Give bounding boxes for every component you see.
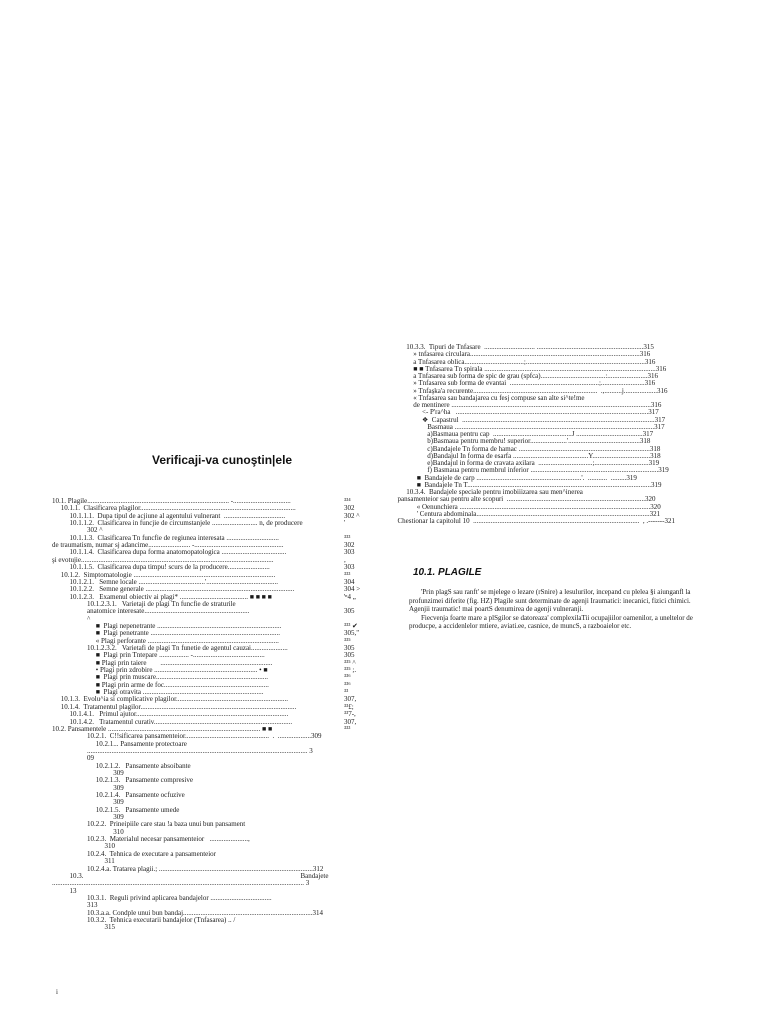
toc-entry: 302 ^: [52, 526, 103, 535]
toc-entry: ❖ Capastrul ..............................................................................................................317: [380, 415, 666, 424]
toc-entry: 10.1.2. Simptomatologie .................................................................................: [52, 570, 276, 579]
toc-entry: 10.1.4. Tratamentul plagilor.........................................................................................: [52, 702, 297, 711]
toc-entry: ■ Plagi penetrante ..........................................................................: [52, 629, 281, 638]
toc-entry: 10.1.1.5. Clasificarea dupa timpu! scurs de la producere........................: [52, 563, 270, 572]
toc-page-number: 304: [344, 577, 355, 586]
toc-entry: 10.3.4. Bandajele speciale pentru imobiiizarea sau men^inerea: [380, 488, 583, 496]
toc-page-number: 303: [344, 563, 355, 572]
toc-entry: ■ Bandajele Tn T.........................................................................................................319: [380, 480, 662, 489]
toc-entry: 10.2.1.2. Pansamente absoibante: [52, 761, 191, 770]
toc-entry: c)Bandajele Tn forma de hamac ...........................................................................318: [380, 444, 661, 453]
toc-page-number: 305: [344, 644, 355, 652]
toc-entry: 10.1.2.1. Semne locale ......................................'.........................................: [52, 577, 279, 586]
toc-page-number: 302 ^: [344, 511, 360, 520]
toc-page-number: ³³⁵ ;.: [344, 666, 357, 675]
toc-page-number: 302: [344, 504, 355, 513]
toc-entry: 309: [52, 798, 124, 807]
toc-entry: 10.1.1.2. Clasificarea in funcjie de circumstanjele .......................... n, de producere: [52, 519, 303, 528]
toc-entry: Chestionar la capitolul 10 ............................................................................................... , .-------321: [380, 517, 675, 525]
toc-entry: de traumatism, numar sj adancime........................ -...................................................: [52, 541, 284, 550]
toc-page-number: ,: [344, 555, 346, 564]
toc-entry: a Tnfasarea oblica..................................;....................................................................316: [380, 357, 656, 366]
toc-entry: • Plagi prin zdrobire ........................................................... • ■: [52, 666, 268, 675]
toc-entry: 10.2.1.3. Pansamente compresive: [52, 776, 193, 785]
toc-entry: şi evotujie..............................................................................................................: [52, 555, 274, 564]
page-number: i: [56, 988, 58, 996]
toc-entry: a Tnfasarea sub forma de spic de grau (spfca).....................................:.......................316: [380, 372, 659, 380]
toc-entry: Basmaua ..................................................................................................................317: [380, 422, 665, 431]
toc-entry: 10.1.2.2. Semne generale .....................................................................................: [52, 585, 295, 594]
toc-entry: ■ Plagi prin taiere ................................................................: [52, 658, 273, 667]
toc-page-number: 307,: [344, 695, 357, 704]
toc-entry: 309: [52, 783, 124, 792]
toc-entry: 10.1.4.1. Primul ajutor.......................................................................................: [52, 710, 289, 719]
toc-entry: f) Basmaua pentru membrul inferior .........................................................................319: [380, 466, 669, 475]
toc-entry: 10.1.1.1. Dupa tipul de acjiune al agentului vulnerant ...................................: [52, 511, 286, 520]
section-title: 10.1. PLAGILE: [413, 567, 482, 578]
left-heading: Verificaji-va cunoştin|ele: [152, 453, 293, 467]
toc-page-number: ³³³: [344, 724, 351, 733]
toc-entry: 13: [52, 886, 77, 895]
toc-page-number: ³³³ ✔: [344, 621, 358, 630]
toc-entry: d)Bandajul In forma de esarfa ...........................................Y.................................318: [380, 451, 661, 460]
toc-page-number: ³³£;: [344, 702, 354, 711]
toc-entry: ■ Plagi otravita .....................................................................: [52, 688, 264, 697]
toc-entry: 310: [52, 827, 124, 836]
toc-page-number: 302: [344, 541, 355, 550]
toc-entry: 10.3.2. Tehnica executarii bandajelor (Tnfasarea) .. /: [52, 915, 236, 924]
toc-entry: ^: [52, 614, 91, 623]
toc-entry: 10.2.1... Pansamente protectoare: [52, 739, 187, 748]
toc-entry: 309: [52, 813, 124, 822]
toc-entry: 10.1.2.3.1. Varietaji de plagi Tn funcfie de straturile: [52, 599, 236, 608]
toc-page-number: ³³: [344, 688, 349, 697]
toc-entry: 10.1.4.2. Tratamentul curativ...............................................................................: [52, 717, 293, 726]
toc-page-number: ³³⁵ ^: [344, 658, 356, 667]
toc-entry: 309: [52, 768, 124, 777]
toc-entry: 311: [52, 857, 115, 866]
toc-entry: b)Basmaua pentru membru! superior.....................'.........................................318: [380, 437, 651, 446]
toc-page-number: 'ⁿ4 „: [344, 592, 356, 601]
toc-page-number: 304 >: [344, 585, 361, 594]
toc-entry: 313: [52, 901, 98, 910]
toc-entry: ■ Plagi prin arme de foc............................................................: [52, 680, 269, 689]
toc-entry: de mentinere ..................................................................................................................316: [380, 401, 662, 409]
toc-entry: « Plagi perforante ...........................................................................: [52, 636, 279, 645]
toc-entry: ■ Bandajele de carp ............................................................'. ........... .........319: [380, 473, 637, 482]
toc-entry: 310: [52, 842, 115, 851]
toc-entry: ■ ■ Tnfasarea Tn spirala ..................................................................................................316: [380, 364, 667, 373]
toc-entry: « Tnfasarea sau bandajarea cu fesj compuse san alte si^te!me: [380, 393, 585, 402]
toc-entry: 10.3.1. Reguli privind aplicarea bandajelor ...................................: [52, 893, 272, 902]
toc-entry: » Tnfaşka'a recurente....................................................................... .,..........j...................316: [380, 386, 668, 395]
toc-entry: 09: [52, 754, 94, 763]
toc-entry: 10.2.4.a. Tratarea plagii.; ........................................................................................312: [52, 864, 324, 873]
toc-entry: 315: [52, 923, 115, 932]
toc-entry: 10.2.1.5. Pansamente umede: [52, 805, 180, 814]
toc-entry: 10.2.1. C!!sificarea pansamenteior................................................ . ...................309: [52, 732, 322, 741]
body-text: [409, 588, 701, 631]
toc-page-number: ³³⁴: [344, 497, 351, 505]
toc-page-number: 305: [344, 607, 355, 616]
toc-entry: 10.1.2.3. Examenul obiectiv ai plagi* ....................................... ■ ■ ■ ■: [52, 592, 272, 601]
toc-entry: 10.2.1.4. Pansamente ocfuzive: [52, 791, 185, 799]
body-paragraph: 'Prin plagS sau ranft' se mjelege o lezare (rSnire) a lesulurilor, incepand cu plelea §i aiunganfl la profunzimei diferite (fig. HZ) Plagile sunt determinate de agenji Iraumatici: inecanici, fizici chimici. Agenjii traumatic! mai poartS denumirea de agenji vulneranji.: [409, 588, 691, 614]
toc-entry: 10.2.3. Materialul necesar pansamenteior ......................,: [52, 835, 250, 844]
toc-page-number: ³³⁶: [344, 680, 351, 689]
toc-entry: <- P'ra^ha ..............................................................................................................317: [380, 408, 659, 417]
toc-entry: anatomice interesate............................................................: [52, 607, 250, 616]
toc-entry: 10.1.3. Evolu^ia si complicative plagilor................................................................: [52, 695, 289, 704]
toc-page-number: ³³³: [344, 533, 351, 542]
toc-entry: 10.3.a.a. Condple unui bun bandaj..........................................................................314: [52, 908, 324, 917]
body-paragraph: Fiecvenja foarte mare a plSgilor se datoreaza' complexilaTii ocupajiilor oamenilor, a uneltelor de producpe, a accidenlelor mtiere, aviati.ee, casnice, de muncS, a razboaielor etc.: [409, 613, 693, 631]
toc-entry: 10.1.1. Clasificarea plagilor.........................................................................................: [52, 504, 296, 513]
toc-page-number: 307,: [344, 717, 357, 726]
toc-entry: 10.3.3. Tipuri de Tnfasare ............................. .............................................................315: [380, 343, 654, 351]
toc-entry: » tnfasarea circulara.................................................................................................316: [380, 350, 651, 359]
toc-page-number: ³³⁵: [344, 636, 351, 645]
toc-entry: » Tnfasarea sub forma de evantai ...................................................;.........................316: [380, 379, 656, 388]
toc-page-number: ': [344, 519, 346, 528]
toc-entry: ' Centura abdominala...................................................................................................321: [380, 509, 661, 518]
toc-page-number: ³³³: [344, 570, 351, 579]
toc-entry: 10.1.1.3. Clasificarea Tn funcfie de regiunea interesata ..............................: [52, 533, 279, 542]
toc-entry: ■ Plagi nepenetrante .......................................................................: [52, 621, 282, 630]
toc-page-number: 305: [344, 651, 355, 660]
toc-page-number: ³³⁶: [344, 673, 351, 682]
toc-page-number: 305,": [344, 629, 360, 638]
toc-entry: ■ Plagi prin muscare................................................................: [52, 673, 268, 682]
toc-entry: pansamenteior sau pentru alte scopuri ...............................................................................320: [380, 495, 656, 504]
toc-entry: 10.1.2.3.2. Varietafi de plagi Tn funetie de agentul cauzai.....................: [52, 644, 288, 652]
toc-entry: 10.1.1.4. Clasificarea dupa forma anatomopatologica .....................................: [52, 548, 287, 557]
toc-entry: a)Basmaua pentru cap .............................................J ......................................317: [380, 430, 654, 438]
toc-entry: .............................................................................................................................. 3: [52, 746, 313, 755]
toc-entry: ■ Plagi prin Tntepare ................. -.........................................: [52, 651, 265, 660]
toc-entry: 10.3. Bandajete: [52, 871, 329, 880]
toc-page-number: ³³7-,: [344, 710, 356, 719]
toc-entry: 10.2.2. Prineipiile care stau !a baza unui bun pansament: [52, 820, 246, 829]
toc-entry: e)Bandajul in forma de cravata axilara ...............................;...............................319: [380, 459, 660, 467]
toc-page-number: 303: [344, 548, 355, 557]
toc-entry: « Oenunchiera .............................................................................................................320: [380, 502, 661, 511]
toc-entry: ................................................................................................................................................ 3: [52, 879, 310, 888]
toc-entry: 10.2. Pansamentele ....................................................................................... ■ ■: [52, 724, 273, 733]
toc-entry: 10.1. Plagile................................................................................. -.................................: [52, 497, 291, 505]
toc-entry: 10.2.4. Tehnica de executare a pansamenteior: [52, 849, 217, 858]
